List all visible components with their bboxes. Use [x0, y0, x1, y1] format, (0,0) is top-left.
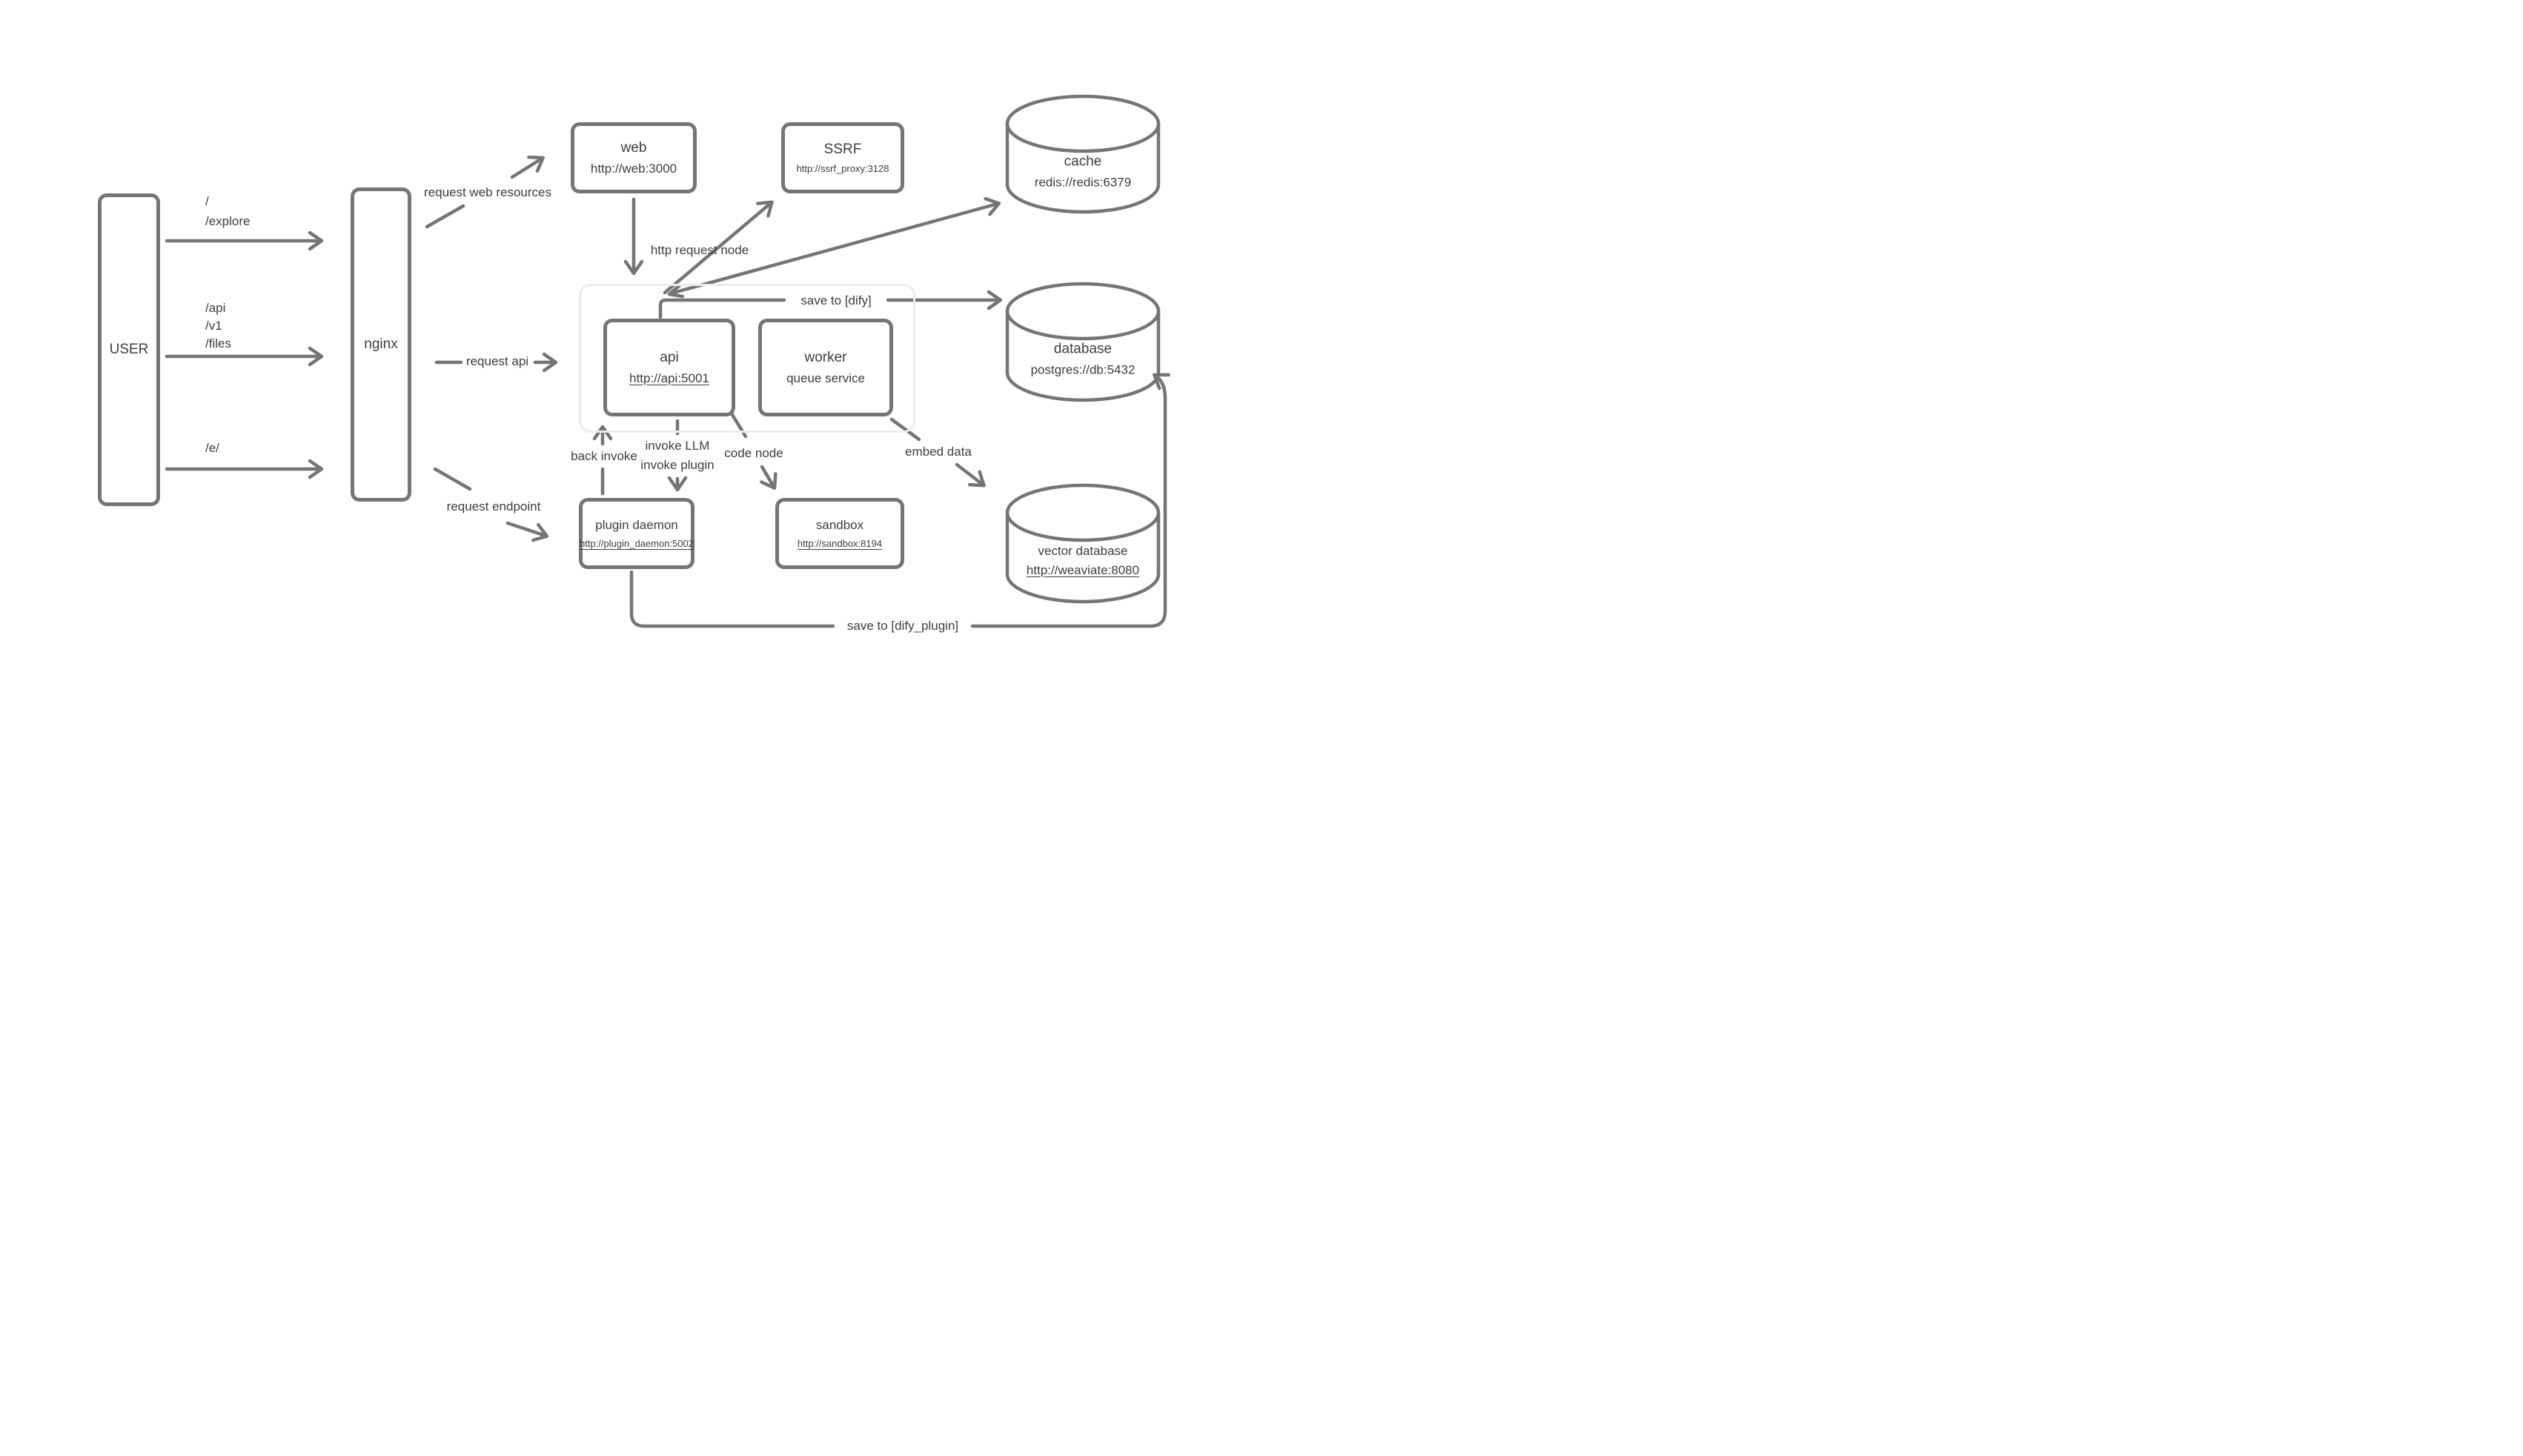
edge-label-embed-data: embed data	[905, 445, 972, 459]
edge-label-path-explore: /explore	[205, 214, 251, 228]
node-plugin-daemon-url[interactable]: http://plugin_daemon:5002	[580, 538, 694, 549]
node-vector-database	[1027, 544, 1139, 578]
arrow-code-node-seg2	[762, 467, 774, 487]
node-ssrf	[781, 122, 904, 193]
node-api	[603, 319, 735, 416]
node-plugin-daemon	[579, 498, 694, 569]
node-database-url: postgres://db:5432	[1030, 362, 1135, 377]
node-database	[1031, 342, 1135, 378]
node-vector-database-url[interactable]: http://weaviate:8080	[1026, 563, 1140, 577]
node-cache-url: redis://redis:6379	[1034, 175, 1132, 190]
arrow-save-dify-plugin-right	[972, 376, 1165, 626]
node-worker	[758, 319, 893, 416]
edge-label-code-node: code node	[724, 446, 783, 460]
edge-label-path-api: /api	[205, 301, 226, 315]
node-database-label: database	[1053, 341, 1113, 357]
node-nginx	[351, 187, 411, 502]
node-web	[571, 122, 697, 193]
architecture-diagram	[0, 0, 1262, 728]
node-worker-sublabel: queue service	[786, 370, 865, 385]
edge-label-back-invoke: back invoke	[571, 449, 637, 463]
node-worker-label: worker	[804, 349, 847, 365]
node-ssrf-url: http://ssrf_proxy:3128	[796, 163, 889, 174]
edge-label-path-v1: /v1	[205, 319, 222, 333]
node-web-label: web	[620, 139, 647, 156]
node-ssrf-label: SSRF	[823, 142, 862, 157]
arrow-request-web-seg1	[427, 206, 463, 227]
edge-label-path-root: /	[205, 194, 209, 208]
node-web-url: http://web:3000	[590, 161, 677, 176]
node-plugin-daemon-label: plugin daemon	[595, 518, 678, 532]
edge-label-request-api: request api	[465, 354, 529, 368]
edge-label-invoke-plugin: invoke plugin	[640, 458, 715, 472]
node-cache-label: cache	[1064, 153, 1102, 170]
edge-label-save-to-dify-plugin: save to [dify_plugin]	[846, 619, 959, 633]
edge-label-request-endpoint: request endpoint	[446, 499, 541, 513]
arrow-embed-seg2	[957, 465, 983, 485]
node-api-url[interactable]: http://api:5001	[629, 370, 709, 385]
edge-label-request-web-resources: request web resources	[424, 185, 551, 199]
node-api-label: api	[660, 349, 679, 365]
node-user-label: USER	[109, 342, 149, 357]
node-sandbox	[775, 498, 904, 569]
arrow-request-endpoint-seg2	[508, 523, 546, 536]
arrow-request-endpoint-seg1	[435, 469, 470, 489]
arrow-save-dify-plugin-left	[631, 572, 833, 626]
node-cache	[1035, 154, 1131, 190]
node-vector-database-label: vector database	[1038, 544, 1128, 558]
node-sandbox-label: sandbox	[815, 518, 864, 532]
edge-label-path-e: /e/	[205, 441, 219, 455]
edge-label-save-to-dify: save to [dify]	[800, 293, 872, 308]
node-nginx-label: nginx	[364, 336, 398, 352]
node-sandbox-url[interactable]: http://sandbox:8194	[797, 538, 883, 549]
edge-label-path-files: /files	[205, 336, 231, 350]
edge-label-invoke-llm: invoke LLM	[645, 439, 710, 453]
node-user	[98, 193, 160, 506]
edge-label-http-request-node: http request node	[650, 243, 749, 257]
arrow-request-web-seg2	[512, 159, 542, 177]
